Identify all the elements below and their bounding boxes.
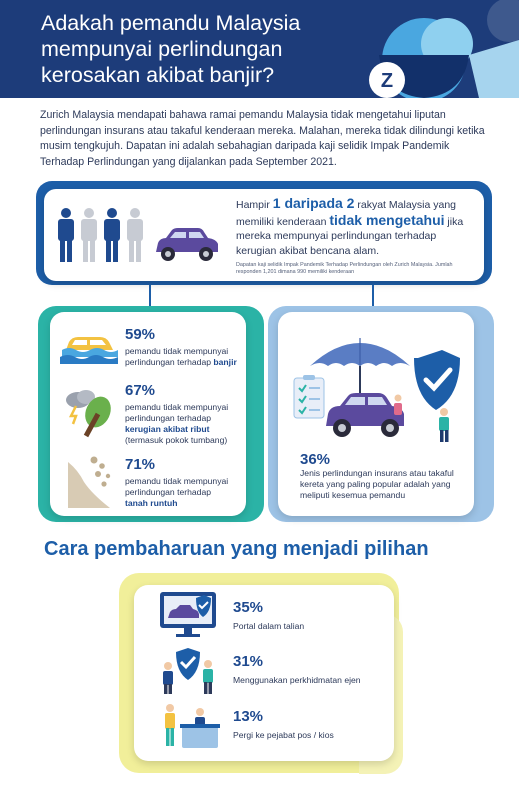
- flooded-car-icon: [60, 330, 118, 364]
- intro-paragraph: Zurich Malaysia mendapati bahawa ramai pemandu Malaysia tidak mengetahui liputan perlindungan insurans atau takaful kenderaan mereka. Malahan, mereka tidak dilindungi ketika musim tengkujuh. Dapatan ini adalah sebahagian daripada kaji selidik Impak Pandemik Terhadap Perlindungan yang dijalankan pada September 2021.: [40, 109, 485, 168]
- car-icon: [326, 393, 404, 437]
- landslide-text: [125, 476, 241, 509]
- people-icon: [54, 207, 149, 263]
- storm-pct: 67%: [125, 382, 156, 399]
- checklist-icon: [294, 375, 324, 418]
- connector-left: [149, 285, 151, 307]
- storm-text-extra: (termasuk pokok tumbang): [125, 435, 228, 445]
- landslide-icon: [64, 452, 116, 508]
- header-banner: [0, 0, 519, 98]
- top-stat-text: [236, 196, 468, 258]
- person-icon: [439, 408, 449, 442]
- landslide-text-bold: tanah runtuh: [125, 498, 178, 508]
- top-stat-highlight-unaware: tidak mengetahui: [329, 211, 445, 228]
- top-stat-post: jika mereka mempunyai perlindungan terhadap kerugian akibat bencana alam.: [236, 215, 464, 257]
- top-stat-source-note: Dapatan kaji selidik Impak Pandemik Terhadap Perlindungan oleh Zurich Malaysia. Jumlah responden 1,201 dimana 990 memiliki kenderaan: [236, 262, 453, 275]
- connector-right: [372, 285, 374, 307]
- online-portal-icon: [158, 590, 218, 638]
- flood-text: [125, 346, 241, 368]
- top-stat-highlight-ratio: 1 daripada 2: [272, 195, 355, 211]
- section-title-renewal: Cara pembaharuan yang menjadi pilihan: [44, 538, 429, 560]
- renewal-post-text: Pergi ke pejabat pos / kios: [233, 730, 334, 740]
- storm-tree-icon: [64, 388, 116, 440]
- renewal-online-pct: 35%: [233, 599, 264, 616]
- person-icon: [394, 395, 402, 416]
- page-title: Adakah pemandu Malaysia mempunyai perlindungan kerosakan akibat banjir?: [41, 11, 301, 87]
- svg-text:Z: Z: [380, 70, 394, 92]
- landslide-pct: 71%: [125, 456, 156, 473]
- all-drivers-text: Jenis perlindungan insurans atau takaful kereta yang paling popular adalah yang meliputi kesemua pemandu: [300, 468, 454, 500]
- renewal-agent-pct: 31%: [233, 653, 264, 670]
- top-stat-mid: rakyat Malaysia yang memiliki kenderaan: [236, 199, 457, 228]
- renewal-online-text: Portal dalam talian: [233, 621, 305, 631]
- storm-text: [125, 402, 241, 446]
- renewal-post-pct: 13%: [233, 708, 264, 725]
- landslide-text-main: pemandu tidak mempunyai perlindungan terhadap: [125, 476, 229, 497]
- zurich-logo-icon: [369, 62, 405, 98]
- flood-text-main: pemandu tidak mempunyai perlindungan terhadap: [125, 346, 229, 367]
- shield-check-icon: [414, 350, 460, 410]
- renewal-agent-text: Menggunakan perkhidmatan ejen: [233, 675, 361, 685]
- all-drivers-pct: 36%: [300, 451, 331, 468]
- agent-icon: [160, 646, 216, 694]
- header-decoration: [319, 0, 519, 98]
- car-icon: [150, 226, 222, 264]
- storm-text-main: pemandu tidak mempunyai perlindungan terhadap: [125, 402, 229, 423]
- flood-pct: 59%: [125, 326, 156, 343]
- top-stat-pre: Hampir: [236, 199, 273, 211]
- flood-text-bold: banjir: [213, 357, 237, 367]
- storm-text-bold: kerugian akibat ribut: [125, 424, 210, 434]
- post-office-kiosk-icon: [160, 700, 220, 750]
- insurance-illustration: [290, 330, 462, 442]
